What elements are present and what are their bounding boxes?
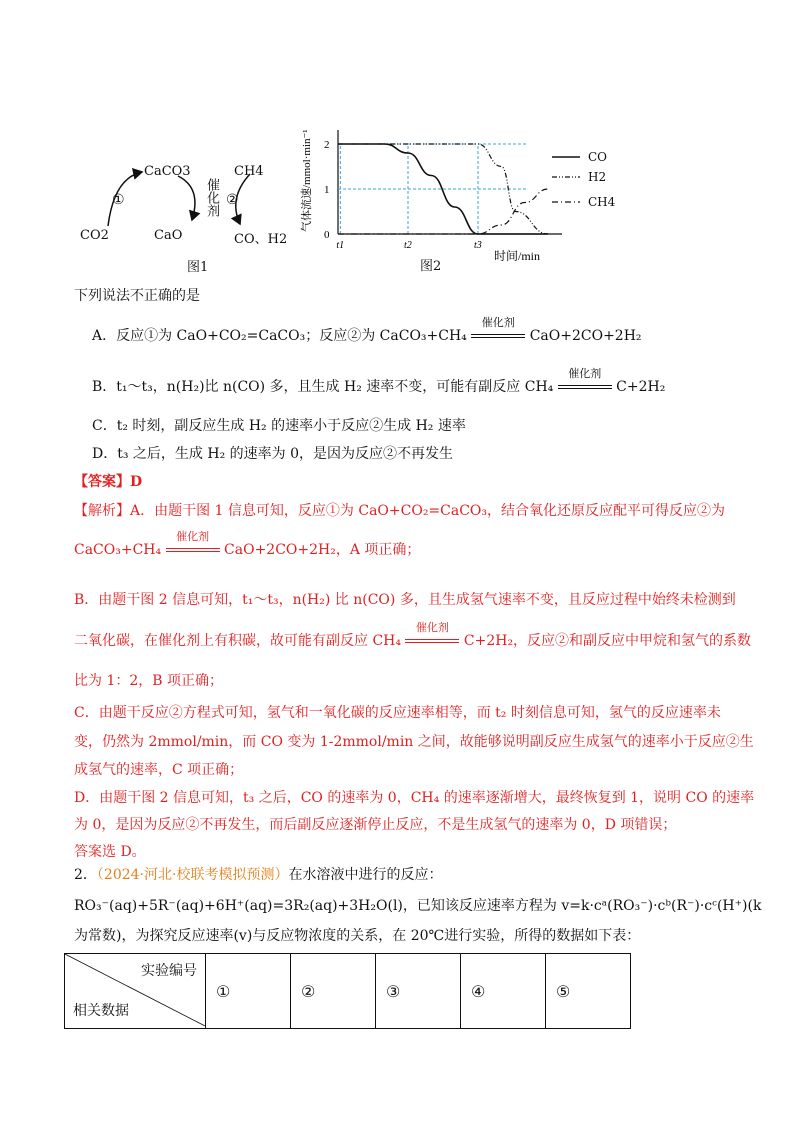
table-col-3: ③ (376, 954, 461, 1029)
x-tick-label: t2 (404, 240, 412, 251)
fig1-catalyst: 催化剂 (204, 178, 219, 217)
answer: 【答案】D (74, 474, 143, 490)
fig1-cao: CaO (154, 228, 183, 243)
q2-equation: RO₃⁻(aq)+5R⁻(aq)+6H⁺(aq)=3R₂(aq)+3H₂O(l)，已知该反应速率方程为 v=k·cᵃ(RO₃⁻)·cᵇ(R⁻)·cᶜ(H⁺)(k (74, 898, 762, 914)
fig1-r2: ② (226, 192, 239, 208)
y-axis-label: 气体流速/mmol·min⁻¹ (301, 129, 313, 232)
table-header-cell (65, 954, 206, 1029)
analysis-c3: 成氢气的速率，C 项正确； (74, 762, 244, 778)
x-tick-label: t1 (336, 240, 345, 251)
option-b: B．t₁～t₃，n(H₂)比 n(CO) 多，且生成 H₂ 速率不变，可能有副反应 CH₄ 催化剂 C+2H₂ (92, 367, 666, 395)
question-prompt: 下列说法不正确的是 (74, 288, 200, 304)
table-col-4: ④ (461, 954, 546, 1029)
fig2-legend (552, 150, 632, 210)
figure-1 (74, 148, 314, 273)
fig2-caption: 图2 (420, 259, 442, 274)
analysis-b1: B．由题干图 2 信息可知，t₁～t₃，n(H₂) 比 n(CO) 多，且生成氢气速率不变，且反应过程中始终未检测到 (74, 592, 736, 608)
analysis-b2: 二氧化碳，在催化剂上有积碳，故可能有副反应 CH₄ 催化剂 C+2H₂，反应②和副反应中甲烷和氢气的系数 (74, 621, 752, 649)
legend-ch4: CH4 (588, 195, 616, 209)
q2-header: 2．（2024·河北·校联考模拟预测）在水溶液中进行的反应： (74, 867, 443, 883)
q2-line2: 为常数)，为探究反应速率(v)与反应物浓度的关系，在 20℃进行实验，所得的数据如下表： (74, 928, 641, 944)
q2-source: （2024·河北·校联考模拟预测） (96, 867, 289, 883)
figure-1-arrows (74, 148, 314, 273)
fig1-co2: CO2 (80, 228, 109, 243)
experiment-table (64, 953, 631, 1029)
analysis-d3: 答案选 D。 (74, 844, 146, 860)
analysis-d1: D．由题干图 2 信息可知，t₃ 之后，CO 的速率为 0，CH₄ 的速率逐渐增大，最终恢复到 1，说明 CO 的速率 (74, 790, 755, 806)
analysis-d2: 为 0，是因为反应②不再发生，而后副反应逐渐停止反应，不是生成氢气的速率为 0，D 项错误； (74, 817, 677, 833)
fig1-ch4: CH4 (234, 164, 264, 179)
analysis-a1: 【解析】A．由题干图 1 信息可知，反应①为 CaO+CO₂=CaCO₃，结合氧化还原反应配平可得反应②为 (74, 503, 726, 519)
analysis-c2: 变，仍然为 2mmol/min，而 CO 变为 1-2mmol/min 之间，故能够说明副反应生成氢气的速率小于反应②生 (74, 734, 754, 750)
option-c: C．t₂ 时刻，副反应生成 H₂ 的速率小于反应②生成 H₂ 速率 (92, 418, 466, 434)
analysis-b3: 比为 1：2，B 项正确； (74, 673, 224, 689)
x-tick-label: t3 (474, 240, 482, 251)
table-header-bottom: 相关数据 (73, 1003, 129, 1019)
x-axis-label: 时间/min (494, 249, 541, 263)
fig1-products: CO、H2 (234, 232, 288, 247)
y-tick-label: 1 (324, 184, 330, 196)
option-d: D．t₃ 之后，生成 H₂ 的速率为 0，是因为反应②不再发生 (92, 446, 453, 462)
table-col-1: ① (206, 954, 291, 1029)
fig1-caco3: CaCO3 (144, 164, 191, 179)
legend-h2: H2 (588, 170, 607, 184)
y-tick-label: 2 (324, 139, 330, 151)
table-col-5: ⑤ (546, 954, 631, 1029)
analysis-c1: C．由题干反应②方程式可知，氢气和一氧化碳的反应速率相等，而 t₂ 时刻信息可知，氢气的反应速率未 (74, 705, 721, 721)
analysis-a2: CaCO₃+CH₄ 催化剂 CaO+2CO+2H₂，A 项正确； (74, 530, 421, 558)
table-col-2: ② (291, 954, 376, 1029)
fig1-caption: 图1 (187, 260, 209, 275)
table-header-top: 实验编号 (141, 963, 197, 979)
legend-co: CO (588, 150, 608, 164)
option-a: A．反应①为 CaO+CO₂=CaCO₃；反应②为 CaCO₃+CH₄ 催化剂 CaO+2CO+2H₂ (92, 316, 642, 344)
fig1-r1: ① (112, 192, 125, 208)
y-tick-label: 0 (324, 229, 330, 241)
